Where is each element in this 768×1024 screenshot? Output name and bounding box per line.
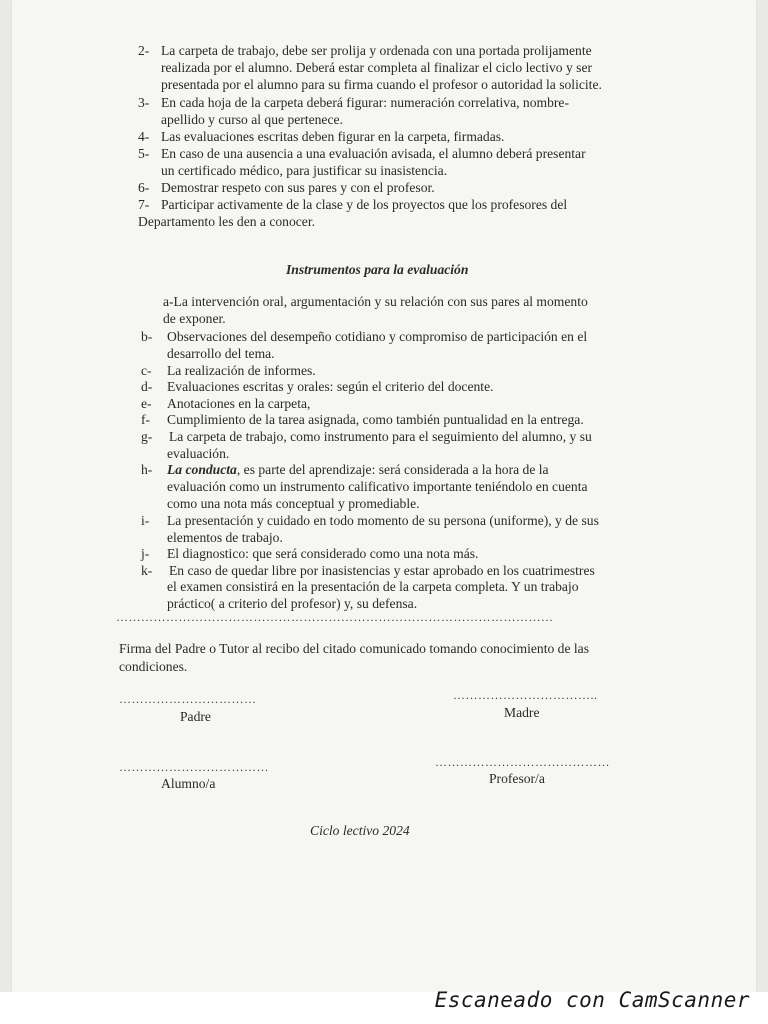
instrument-line: Observaciones del desempeño cotidiano y compromiso de participación en el bbox=[167, 329, 588, 344]
rule-line: La carpeta de trabajo, debe ser prolija y ordenada con una portada prolijamente bbox=[161, 43, 592, 58]
rule-line: realizada por el alumno. Deberá estar completa al finalizar el ciclo lectivo y ser bbox=[161, 60, 593, 75]
padre-label: Padre bbox=[180, 709, 211, 724]
instrument-line: desarrollo del tema. bbox=[167, 346, 275, 361]
instrument-letter: d- bbox=[141, 379, 153, 394]
scanner-watermark: Escaneado con CamScanner bbox=[434, 988, 750, 1012]
madre-signature-line: …………………………….. bbox=[453, 688, 598, 702]
instrument-line: como una nota más conceptual y promediable. bbox=[167, 496, 420, 511]
instrument-line: La carpeta de trabajo, como instrumento para el seguimiento del alumno, y su bbox=[169, 429, 592, 444]
instrument-letter: e- bbox=[141, 396, 152, 411]
instrument-line: de exponer. bbox=[163, 311, 226, 326]
rule-number: 5- bbox=[138, 146, 150, 161]
instrument-line: El diagnostico: que será considerado como una nota más. bbox=[167, 546, 479, 561]
rule-line: presentada por el alumno para su firma cuando el profesor o autoridad la solicite. bbox=[161, 77, 602, 92]
conduct-emphasis: La conducta bbox=[167, 462, 237, 477]
instrument-line: La realización de informes. bbox=[167, 363, 316, 378]
rule-line: apellido y curso al que pertenece. bbox=[161, 112, 343, 127]
instrument-line: Cumplimiento de la tarea asignada, como también puntualidad en la entrega. bbox=[167, 412, 584, 427]
instrument-line: práctico( a criterio del profesor) y, su defensa. bbox=[167, 596, 418, 611]
instrument-letter: g- bbox=[141, 429, 153, 444]
alumno-label: Alumno/a bbox=[161, 776, 216, 791]
rule-number: 4- bbox=[138, 129, 150, 144]
instrument-line: elementos de trabajo. bbox=[167, 530, 283, 545]
conduct-text: , es parte del aprendizaje: será considerada a la hora de la bbox=[236, 462, 549, 477]
rule-line: un certificado médico, para justificar su inasistencia. bbox=[161, 163, 448, 178]
rule-line: Las evaluaciones escritas deben figurar en la carpeta, firmadas. bbox=[161, 129, 505, 144]
instrument-line: Anotaciones en la carpeta, bbox=[167, 396, 311, 411]
signature-intro-line: Firma del Padre o Tutor al recibo del citado comunicado tomando conocimiento de las bbox=[119, 641, 590, 656]
document-page bbox=[12, 0, 756, 992]
profesor-label: Profesor/a bbox=[489, 771, 545, 786]
instrument-line bbox=[167, 462, 549, 478]
rule-line: En caso de una ausencia a una evaluación avisada, el alumno deberá presentar bbox=[161, 146, 586, 161]
instrument-line: En caso de quedar libre por inasistencias y estar aprobado en los cuatrimestres bbox=[169, 563, 595, 578]
school-year-footer: Ciclo lectivo 2024 bbox=[310, 823, 410, 838]
instrument-letter: i- bbox=[141, 513, 150, 528]
madre-label: Madre bbox=[504, 705, 540, 720]
rule-line: Departamento les den a conocer. bbox=[138, 214, 316, 229]
alumno-signature-line: ……………………………… bbox=[119, 760, 269, 774]
instrument-line: el examen consistirá en la presentación de la carpeta completa. Y un trabajo bbox=[167, 579, 579, 594]
rule-line: En cada hoja de la carpeta deberá figurar: numeración correlativa, nombre- bbox=[161, 95, 569, 110]
instrument-letter: k- bbox=[141, 563, 153, 578]
instrument-line: La presentación y cuidado en todo momento de su persona (uniforme), y de sus bbox=[167, 513, 599, 528]
rule-number: 7- bbox=[138, 197, 150, 212]
instrument-letter: f- bbox=[141, 412, 151, 427]
rule-number: 2- bbox=[138, 43, 150, 58]
rule-number: 3- bbox=[138, 95, 150, 110]
profesor-signature-line: …………………………………… bbox=[435, 755, 610, 769]
rule-line: Demostrar respeto con sus pares y con el profesor. bbox=[161, 180, 435, 195]
instrument-letter: h- bbox=[141, 462, 153, 477]
instrument-letter: j- bbox=[141, 546, 150, 561]
separator-dots: …………………………………………………………………………………………… bbox=[116, 610, 554, 624]
instrument-line: a-La intervención oral, argumentación y su relación con sus pares al momento bbox=[163, 294, 588, 309]
rule-number: 6- bbox=[138, 180, 150, 195]
instrument-line: Evaluaciones escritas y orales: según el criterio del docente. bbox=[167, 379, 494, 394]
instrument-line: evaluación. bbox=[167, 446, 230, 461]
signature-intro-line: condiciones. bbox=[119, 659, 188, 674]
padre-signature-line: …………………………… bbox=[119, 692, 257, 706]
rule-line: Participar activamente de la clase y de los proyectos que los profesores del bbox=[161, 197, 568, 212]
instrument-line: evaluación como un instrumento calificativo importante teniéndolo en cuenta bbox=[167, 479, 588, 494]
instruments-heading: Instrumentos para la evaluación bbox=[286, 262, 469, 277]
instrument-letter: b- bbox=[141, 329, 153, 344]
instrument-letter: c- bbox=[141, 363, 152, 378]
